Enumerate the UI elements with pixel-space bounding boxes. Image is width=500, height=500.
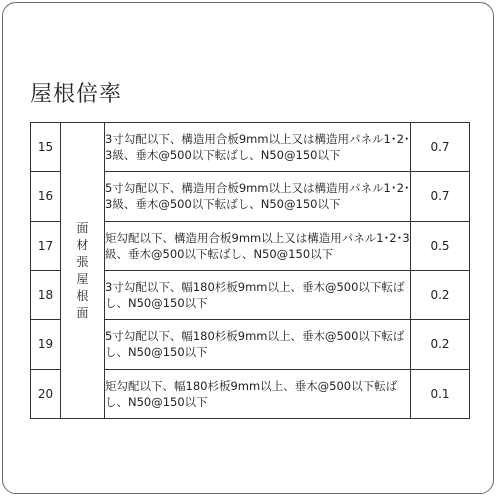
spec-text: 矩勾配以下、構造用合板9mm以上又は構造用パネル1･2･3級、垂木@500以下転ばし、N50@150以下 [105, 230, 410, 261]
row-number: 20 [31, 369, 61, 418]
spec-cell [105, 369, 411, 418]
spec-text: 3寸勾配以下、構造用合板9mm以上又は構造用パネル1･2･3級、垂木@500以下転ばし、N50@150以下 [105, 132, 410, 163]
rate-value: 0.7 [411, 172, 470, 221]
spec-text: 3寸勾配以下、幅180杉板9mm以上、垂木@500以下転ばし、N50@150以下 [105, 280, 405, 311]
category-label: 面材張屋根面 [76, 220, 89, 320]
category-cell [61, 123, 105, 419]
spec-cell [105, 172, 411, 221]
table-row [31, 123, 470, 172]
rate-value: 0.2 [411, 320, 470, 369]
page-title: 屋根倍率 [30, 82, 123, 107]
row-number: 16 [31, 172, 61, 221]
rate-value: 0.1 [411, 369, 470, 418]
spec-text: 矩勾配以下、幅180杉板9mm以上、垂木@500以下転ばし、N50@150以下 [105, 378, 398, 409]
row-number: 17 [31, 221, 61, 270]
spec-text: 5寸勾配以下、構造用合板9mm以上又は構造用パネル1･2･3級、垂木@500以下転ばし、N50@150以下 [105, 181, 410, 212]
row-number: 15 [31, 123, 61, 172]
spec-cell [105, 221, 411, 270]
roof-rate-table [30, 122, 470, 419]
row-number: 18 [31, 270, 61, 319]
spec-cell [105, 320, 411, 369]
rate-value: 0.2 [411, 270, 470, 319]
spec-cell [105, 123, 411, 172]
spec-cell [105, 270, 411, 319]
spec-text: 5寸勾配以下、幅180杉板9mm以上、垂木@500以下転ばし、N50@150以下 [105, 329, 405, 360]
row-number: 19 [31, 320, 61, 369]
rate-value: 0.7 [411, 123, 470, 172]
rate-value: 0.5 [411, 221, 470, 270]
